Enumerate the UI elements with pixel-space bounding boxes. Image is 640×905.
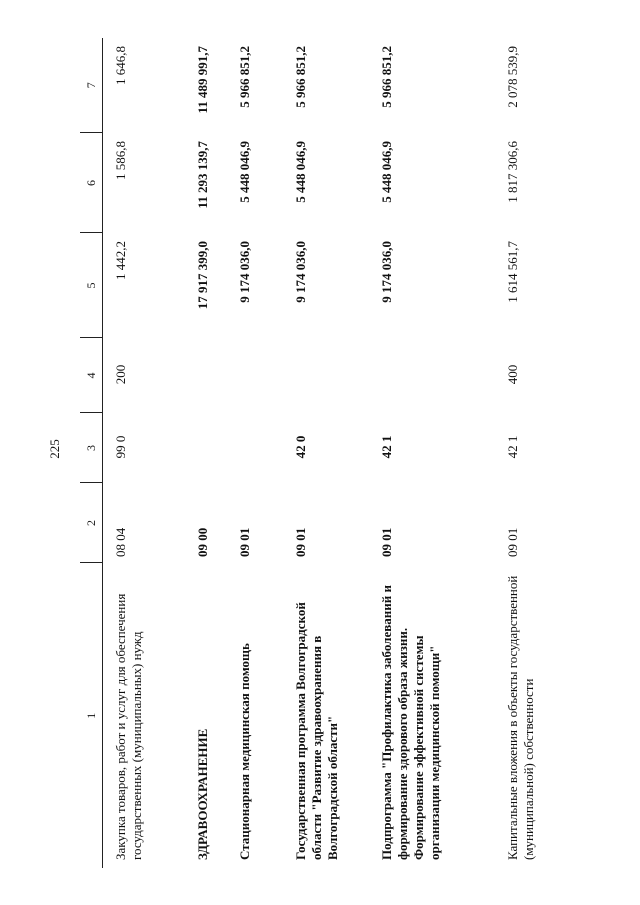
column-header: 6 <box>80 133 103 233</box>
row-name: ЗДРАВООХРАНЕНИЕ <box>195 728 210 860</box>
row-col7: 5 966 851,2 <box>293 46 308 108</box>
row-name: Закупка товаров, работ и услуг для обеспечения государственных (муниципальных) нужд <box>113 593 144 860</box>
row-target: 99 0 <box>113 435 128 459</box>
row-col6: 1 586,8 <box>113 141 128 180</box>
row-section: 09 01 <box>379 527 394 557</box>
row-col6: 5 448 046,9 <box>237 141 252 203</box>
row-target <box>185 413 227 483</box>
budget-table <box>80 38 579 868</box>
row-col5: 9 174 036,0 <box>379 241 394 303</box>
column-header: 4 <box>80 338 103 413</box>
row-target: 42 1 <box>505 435 520 459</box>
column-header: 1 <box>80 563 103 868</box>
row-col6: 5 448 046,9 <box>293 141 308 203</box>
table-row <box>283 38 369 868</box>
row-name: Государственная программа Волгоградской области "Развитие здравоохранения в Волгоградской области" <box>293 602 340 860</box>
row-col7: 1 646,8 <box>113 46 128 85</box>
row-col7: 5 966 851,2 <box>237 46 252 108</box>
row-type <box>369 338 495 413</box>
column-header: 7 <box>80 38 103 133</box>
row-col7: 11 489 991,7 <box>195 46 210 114</box>
row-type: 200 <box>113 364 128 385</box>
column-header: 2 <box>80 483 103 563</box>
column-header: 3 <box>80 413 103 483</box>
row-col7: 5 966 851,2 <box>379 46 394 108</box>
row-col7: 2 078 539,9 <box>505 46 520 108</box>
row-col6: 11 293 139,7 <box>195 141 210 209</box>
row-type <box>227 338 283 413</box>
row-name: Стационарная медицинская помощь <box>237 643 252 860</box>
budget-table-rotated <box>80 38 620 868</box>
row-section: 09 01 <box>237 527 252 557</box>
row-section: 09 00 <box>195 527 210 557</box>
page-number: 225 <box>47 439 62 459</box>
row-type: 400 <box>505 364 520 385</box>
row-col6: 1 817 306,6 <box>505 141 520 203</box>
row-section: 09 01 <box>505 527 520 557</box>
row-col5: 17 917 399,0 <box>195 241 210 310</box>
row-col6: 5 448 046,9 <box>379 141 394 203</box>
table-header-row <box>80 38 103 868</box>
row-section: 09 01 <box>293 527 308 557</box>
row-name: Капитальные вложения в объекты государственной (муниципальной) собственности <box>505 575 536 860</box>
row-name: Подпрограмма "Профилактика заболеваний и формирование здорового образа жизни. Формирование эффективной системы организации медицинской помощи" <box>379 585 442 860</box>
row-col5: 1 614 561,7 <box>505 241 520 303</box>
table-row <box>227 38 283 868</box>
column-header: 5 <box>80 233 103 338</box>
table-row <box>495 38 579 868</box>
row-type <box>283 338 369 413</box>
row-type <box>185 338 227 413</box>
row-section: 08 04 <box>113 527 128 557</box>
row-col5: 1 442,2 <box>113 241 128 280</box>
row-col5: 9 174 036,0 <box>237 241 252 303</box>
row-target <box>227 413 283 483</box>
table-row <box>369 38 495 868</box>
table-row <box>103 38 186 868</box>
table-row <box>185 38 227 868</box>
row-target: 42 1 <box>379 435 394 459</box>
row-col5: 9 174 036,0 <box>293 241 308 303</box>
row-target: 42 0 <box>293 435 308 459</box>
